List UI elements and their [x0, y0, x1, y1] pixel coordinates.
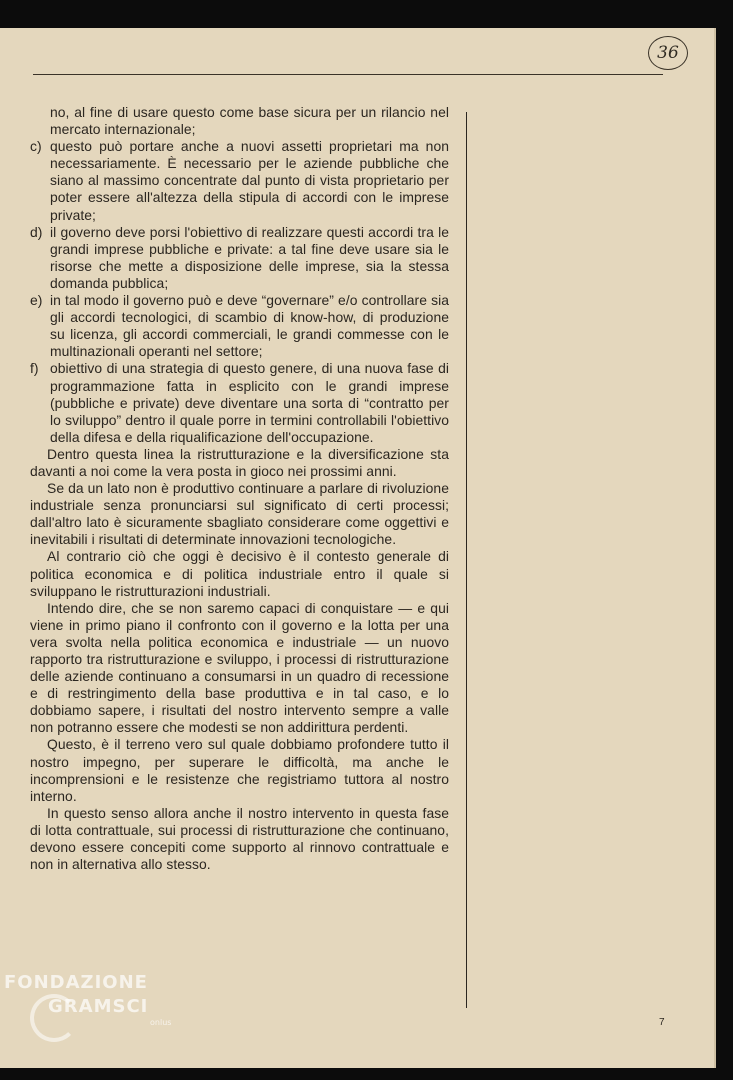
- body-paragraph: Intendo dire, che se non saremo capaci di conquistare — e qui viene in primo piano il confronto con il governo e la lotta per una vera svolta nella politica economica e industriale — un nuovo rapporto tra ristrutturazione e sviluppo, i processi di ristrutturazione delle aziende continuano a consumarsi in un quadro di recessione e di restringimento della base produttiva e in tal caso, e lo dobbiamo sapere, i risultati del nostro intervento sempre a valle non potranno essere che modesti se non addirittura perdenti.: [30, 599, 449, 736]
- body-paragraph: Al contrario ciò che oggi è decisivo è il contesto generale di politica economica e di politica industriale entro il quale si sviluppano le ristrutturazioni industriali.: [30, 548, 449, 599]
- watermark-line1: FONDAZIONE: [4, 972, 148, 993]
- watermark-line2: GRAMSCI: [48, 996, 149, 1017]
- list-item-text: questo può portare anche a nuovi assetti proprietari ma non necessariamente. È necessario per le aziende pubbliche che siano al massimo concentrate dal punto di vista proprietario per poter essere all'altezza della stipula di accordi con le imprese private;: [50, 138, 449, 223]
- fondazione-gramsci-watermark-logo: [4, 972, 184, 1052]
- list-marker: e): [30, 292, 43, 309]
- body-paragraph: Se da un lato non è produttivo continuare a parlare di rivoluzione industriale senza pronunciarsi sul significato di certi processi; dall'altro lato è sicuramente sbagliato considerare come oggettivi e inevitabili i risultati di determinate innovazioni tecnologiche.: [30, 480, 449, 548]
- list-item-d: [30, 224, 449, 292]
- watermark-sub: onlus: [150, 1018, 172, 1027]
- list-marker: d): [30, 223, 43, 240]
- list-item-c: [30, 138, 449, 223]
- list-item-text: obiettivo di una strategia di questo genere, di una nuova fase di programmazione fatta in esplicito con le grandi imprese (pubbliche e private) deve diventare una sorta di “contratto per lo sviluppo” dentro il quale porre in termini controllabili l'obiettivo della difesa e della riqualificazione dell'occupazione.: [50, 360, 449, 445]
- list-marker: f): [30, 360, 39, 377]
- handwritten-page-number: 36: [648, 36, 688, 70]
- lead-paragraph: no, al fine di usare questo come base sicura per un rilancio nel mercato internazionale;: [50, 104, 449, 138]
- text-column: [30, 104, 449, 873]
- column-divider: [466, 112, 467, 1008]
- list-item-e: [30, 292, 449, 360]
- list-item-text: in tal modo il governo può e deve “governare” e/o controllare sia gli accordi tecnologici, di scambio di know-how, di produzione su licenza, gli accordi commerciali, le grandi commesse con le multinazionali operanti nel settore;: [50, 292, 449, 360]
- header-rule: [33, 74, 663, 75]
- body-paragraph: Questo, è il terreno vero sul quale dobbiamo profondere tutto il nostro impegno, per superare le difficoltà, ma anche le incomprensioni e le resistenze che registriamo tuttora al nostro interno.: [30, 736, 449, 804]
- page-number: 7: [659, 1017, 665, 1028]
- document-page: [0, 28, 716, 1068]
- list-item-text: il governo deve porsi l'obiettivo di realizzare questi accordi tra le grandi imprese pubbliche e private: a tal fine deve usare sia le risorse che mette a disposizione delle imprese, sia la stessa domanda pubblica;: [50, 223, 449, 291]
- body-paragraph: Dentro questa linea la ristrutturazione e la diversificazione sta davanti a noi come la vera posta in gioco nei prossimi anni.: [30, 445, 449, 479]
- body-paragraph: In questo senso allora anche il nostro intervento in questa fase di lotta contrattuale, sui processi di ristrutturazione che continuano, devono essere concepiti come supporto al rinnovo contrattuale e non in alternativa allo stesso.: [30, 804, 449, 873]
- list-item-f: [30, 360, 449, 445]
- list-marker: c): [30, 138, 42, 155]
